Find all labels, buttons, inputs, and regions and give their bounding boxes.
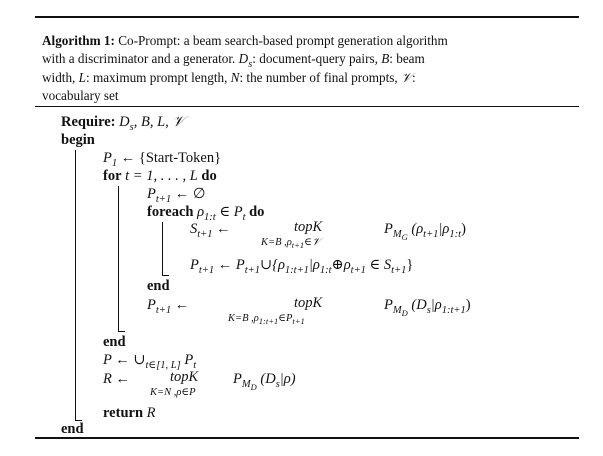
- s-under-text: K=B ,ρ: [261, 237, 292, 248]
- foreach-in-sub: t: [242, 212, 246, 223]
- caption-text-1: Co-Prompt: a beam search-based prompt generation algorithm: [118, 33, 448, 48]
- r-prob: [233, 370, 296, 390]
- p1-sub: 1: [111, 158, 118, 169]
- foreach-in: ∈ P: [219, 204, 243, 220]
- union-rhs: P: [184, 352, 194, 368]
- require-ds: D: [119, 114, 130, 130]
- kw-end-foreach: end: [147, 278, 170, 294]
- s-prob-args-sub2: 1:t: [449, 229, 462, 240]
- caption-N: N: [230, 70, 240, 85]
- for-block-bar: [118, 186, 119, 331]
- union-sub: t∈[1, L]: [145, 360, 181, 371]
- foreach-var: ρ: [197, 204, 205, 220]
- fin-prob-args-end: ): [465, 297, 471, 313]
- r-prob-args-sub: s: [275, 379, 280, 390]
- caption-V: 𝒱: [400, 70, 412, 85]
- upd-rhs2-sub: 1:t+1: [284, 265, 309, 276]
- s-prob-subsub: G: [401, 232, 408, 242]
- kw-end-begin: end: [61, 421, 84, 437]
- kw-begin: begin: [61, 132, 95, 148]
- caption-ds-sub: s: [248, 58, 253, 70]
- caption-line-1: [42, 32, 562, 50]
- upd-rhs4: ⊕ρ: [331, 257, 351, 273]
- return-line: [103, 404, 156, 422]
- r-prob-args: (D: [260, 371, 276, 387]
- s-under-tail: ∈𝒱: [304, 237, 321, 248]
- s-under-sub: t+1: [291, 240, 305, 250]
- p1-rhs: ← {Start-Token}: [120, 150, 222, 166]
- upd-rhs1: ← P: [217, 257, 245, 273]
- pt1-lhs: P: [147, 186, 156, 202]
- r-topk-op: topK: [170, 369, 199, 385]
- caption-text-3c: : the number of final prompts,: [239, 70, 398, 85]
- r-prob-subsub: D: [250, 382, 257, 392]
- foreach-var-sub: 1:t: [204, 212, 216, 223]
- bottom-rule: [35, 437, 579, 439]
- upd-rhs2: ∪{ρ: [260, 257, 285, 273]
- caption-rule: [35, 106, 579, 107]
- fin-under-text: K=B ,ρ: [228, 313, 259, 324]
- begin-block-bar: [75, 150, 76, 420]
- kw-for: for: [103, 168, 122, 184]
- s-topk: [294, 218, 322, 236]
- fin-prob-subsub: D: [401, 308, 408, 318]
- s-prob-args-end: ): [461, 221, 466, 237]
- s-lhs: S: [190, 221, 198, 237]
- caption-L: L: [78, 70, 86, 85]
- caption-ds: D: [238, 50, 249, 66]
- caption-text-3b: : maximum prompt length,: [85, 70, 228, 85]
- upd-rhs5: ∈ S: [369, 257, 392, 273]
- s-lhs-sub: t+1: [197, 229, 213, 240]
- pt1-sub: t+1: [155, 194, 172, 205]
- s-prob-sub: M: [392, 229, 402, 240]
- kw-return: return: [103, 405, 144, 421]
- kw-foreach: foreach: [147, 204, 194, 220]
- begin-end-line: [61, 420, 84, 438]
- top-rule: [35, 16, 579, 18]
- final-line: [147, 296, 189, 316]
- s-topk-op: topK: [294, 219, 323, 235]
- foreach-block-bar: [162, 222, 163, 275]
- s-prob: [384, 220, 466, 240]
- fin-prob-args: (D: [411, 297, 427, 313]
- s-line: [190, 220, 231, 240]
- caption-text-3a: width,: [42, 70, 76, 85]
- kw-for-do: do: [201, 168, 217, 184]
- r-under-text: K=N ,ρ∈P: [150, 387, 196, 398]
- s-prob-args-mid: |ρ: [438, 221, 450, 237]
- final-topk-under: [228, 312, 305, 324]
- upd-rhs1-sub: t+1: [244, 265, 260, 276]
- final-topk: [294, 294, 322, 312]
- fin-topk-op: topK: [294, 295, 323, 311]
- caption-line-3: [42, 69, 562, 87]
- kw-foreach-do: do: [249, 204, 265, 220]
- algorithm-caption: [42, 32, 562, 104]
- r-topk: [170, 368, 198, 386]
- s-prob-args-sub1: t+1: [423, 229, 439, 240]
- r-prob-args-end: |ρ): [279, 371, 296, 387]
- for-end-line: [103, 333, 126, 351]
- caption-text-2a: with a discriminator and a generator.: [42, 50, 236, 66]
- caption-line-4: vocabulary set: [42, 87, 119, 103]
- for-line: [103, 167, 217, 185]
- require-line: [61, 113, 184, 133]
- fin-under-sub: 1:t+1: [258, 316, 279, 326]
- s-topk-under: [261, 236, 321, 249]
- upd-rhs6: }: [406, 257, 414, 273]
- p1-init-line: [103, 149, 221, 169]
- fin-arrow: ←: [174, 297, 190, 313]
- upd-rhs3: |ρ: [308, 257, 320, 273]
- update-line: [190, 256, 413, 276]
- fin-prob-args-mid: |ρ: [430, 297, 442, 313]
- caption-B: B: [381, 50, 390, 66]
- union-rhs-sub: t: [193, 360, 197, 371]
- s-prob-p: P: [384, 221, 393, 237]
- fin-prob-p: P: [384, 297, 393, 313]
- algorithm-number: Algorithm 1:: [42, 33, 115, 48]
- fin-lhs: P: [147, 297, 156, 313]
- caption-text-3d: :: [411, 70, 416, 85]
- upd-rhs4-sub: t+1: [350, 265, 366, 276]
- upd-rhs5-sub: t+1: [391, 265, 407, 276]
- foreach-end-line: [147, 277, 170, 295]
- fin-prob-sub: M: [392, 305, 402, 316]
- r-topk-under: [150, 386, 196, 398]
- r-prob-p: P: [233, 371, 242, 387]
- require-ds-sub: s: [129, 122, 134, 133]
- fin-under-tail: ∈P: [278, 313, 293, 324]
- kw-require: Require:: [61, 114, 116, 130]
- upd-lhs: P: [190, 257, 199, 273]
- p1-lhs: P: [103, 150, 112, 166]
- begin-line: [61, 131, 95, 149]
- final-prob: [384, 296, 471, 316]
- s-arrow: ←: [216, 221, 231, 237]
- kw-end-for: end: [103, 334, 126, 350]
- upd-rhs3-sub: 1:t: [319, 265, 332, 276]
- r-prob-sub: M: [241, 379, 251, 390]
- fin-lhs-sub: t+1: [155, 305, 172, 316]
- fin-prob-args-sub1: s: [426, 305, 431, 316]
- pt1-init-line: [147, 185, 206, 205]
- fin-prob-args-sub2: 1:t+1: [441, 305, 466, 316]
- for-range: t = 1, . . . , L: [125, 168, 198, 184]
- upd-lhs-sub: t+1: [198, 265, 215, 276]
- union-lhs: P ← ∪: [103, 352, 146, 368]
- pt1-rhs: ← ∅: [174, 186, 206, 202]
- r-lhs: R ←: [103, 371, 130, 387]
- fin-under-tail-sub: t+1: [292, 316, 305, 326]
- s-prob-args: (ρ: [411, 221, 424, 237]
- caption-line-2: [42, 50, 562, 70]
- require-rest: , B, L, 𝒱: [133, 114, 185, 130]
- return-value: R: [146, 405, 156, 421]
- caption-text-2b: : document-query pairs,: [252, 50, 378, 66]
- caption-text-2c: : beam: [389, 50, 425, 66]
- r-line: [103, 370, 130, 388]
